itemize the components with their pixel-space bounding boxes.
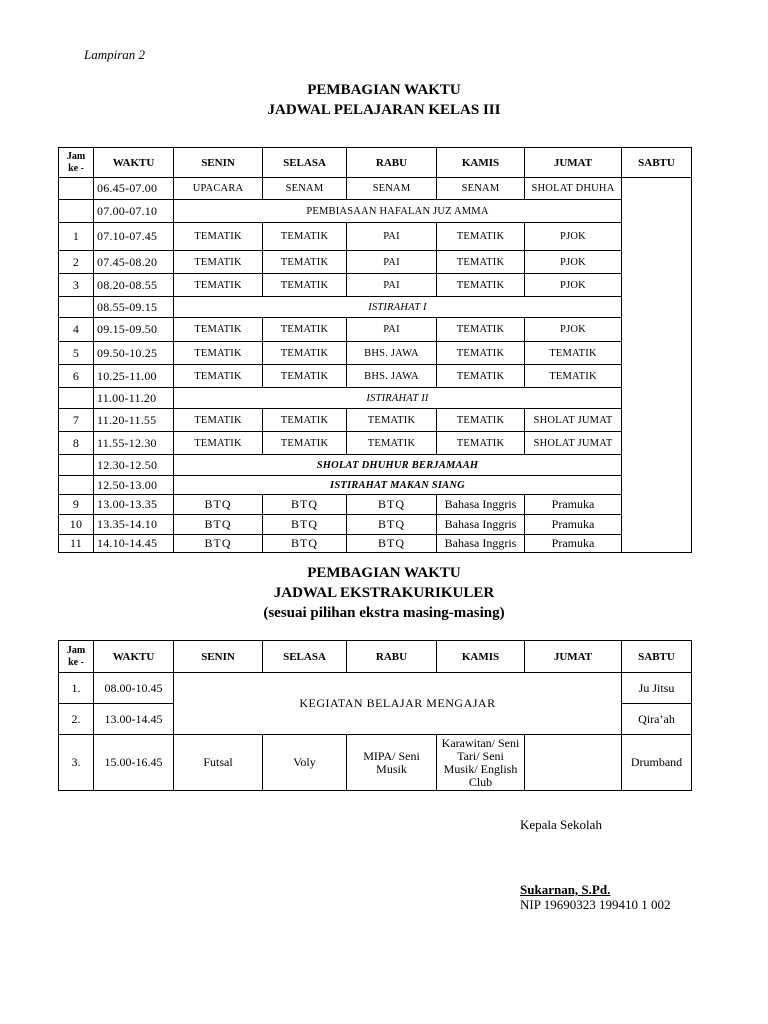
cell-kamis: TEMATIK bbox=[437, 274, 525, 297]
cell-waktu: 08.00-10.45 bbox=[94, 673, 174, 704]
header-rabu: RABU bbox=[347, 148, 437, 178]
cell-selasa: SENAM bbox=[263, 178, 347, 200]
cell-no bbox=[59, 297, 94, 318]
cell-no bbox=[59, 455, 94, 476]
cell-rabu: BTQ bbox=[347, 495, 437, 515]
cell-no bbox=[59, 178, 94, 200]
cell-no: 1 bbox=[59, 223, 94, 251]
cell-kamis: Bahasa Inggris bbox=[437, 495, 525, 515]
cell-jumat: Pramuka bbox=[525, 495, 622, 515]
title2-line3: (sesuai pilihan ekstra masing-masing) bbox=[263, 605, 505, 621]
cell-jumat: PJOK bbox=[525, 251, 622, 274]
cell-jumat: SHOLAT JUMAT bbox=[525, 409, 622, 432]
cell-rabu: BHS. JAWA bbox=[347, 342, 437, 365]
signature-name: Sukarnan, S.Pd. bbox=[520, 882, 611, 897]
cell-waktu: 07.10-07.45 bbox=[94, 223, 174, 251]
cell-jumat: SHOLAT DHUHA bbox=[525, 178, 622, 200]
cell-waktu: 11.55-12.30 bbox=[94, 432, 174, 455]
table-row bbox=[59, 476, 692, 495]
cell-rabu: BTQ bbox=[347, 515, 437, 535]
cell-sabtu: Ju Jitsu bbox=[622, 673, 692, 704]
cell-selasa: TEMATIK bbox=[263, 274, 347, 297]
header-senin: SENIN bbox=[174, 148, 263, 178]
cell-selasa: Voly bbox=[263, 735, 347, 791]
cell-sabtu: Qira’ah bbox=[622, 704, 692, 735]
title2-line2: JADWAL EKSTRAKURIKULER bbox=[273, 585, 495, 601]
table-row bbox=[59, 223, 692, 251]
cell-rabu: PAI bbox=[347, 223, 437, 251]
cell-senin: BTQ bbox=[174, 535, 263, 553]
cell-waktu: 10.25-11.00 bbox=[94, 365, 174, 388]
cell-waktu: 08.20-08.55 bbox=[94, 274, 174, 297]
cell-kamis: TEMATIK bbox=[437, 365, 525, 388]
header-rabu: RABU bbox=[347, 641, 437, 673]
cell-no: 2 bbox=[59, 251, 94, 274]
cell-waktu: 13.35-14.10 bbox=[94, 515, 174, 535]
cell-waktu: 08.55-09.15 bbox=[94, 297, 174, 318]
cell-waktu: 14.10-14.45 bbox=[94, 535, 174, 553]
table-row bbox=[59, 455, 692, 476]
cell-selasa: TEMATIK bbox=[263, 251, 347, 274]
cell-kegiatan-belajar-mengajar: KEGIATAN BELAJAR MENGAJAR bbox=[174, 673, 622, 735]
table-row bbox=[59, 297, 692, 318]
header-jam: Jam ke - bbox=[59, 641, 94, 673]
table-header-row bbox=[59, 148, 692, 178]
header-kamis: KAMIS bbox=[437, 641, 525, 673]
cell-no: 11 bbox=[59, 535, 94, 553]
table-row bbox=[59, 535, 692, 553]
cell-senin: TEMATIK bbox=[174, 223, 263, 251]
cell-no: 10 bbox=[59, 515, 94, 535]
cell-selasa: BTQ bbox=[263, 495, 347, 515]
cell-sabtu: Drumband bbox=[622, 735, 692, 791]
cell-senin: TEMATIK bbox=[174, 365, 263, 388]
cell-kamis: TEMATIK bbox=[437, 223, 525, 251]
cell-selasa: TEMATIK bbox=[263, 432, 347, 455]
cell-jumat: PJOK bbox=[525, 274, 622, 297]
cell-senin: TEMATIK bbox=[174, 251, 263, 274]
header-selasa: SELASA bbox=[263, 641, 347, 673]
cell-span-istirahat-1: ISTIRAHAT I bbox=[174, 297, 622, 318]
table-row bbox=[59, 388, 692, 409]
cell-span-sholat-dhuhur: SHOLAT DHUHUR BERJAMAAH bbox=[174, 455, 622, 476]
cell-waktu: 11.00-11.20 bbox=[94, 388, 174, 409]
header-jumat: JUMAT bbox=[525, 641, 622, 673]
cell-senin: TEMATIK bbox=[174, 432, 263, 455]
cell-no: 6 bbox=[59, 365, 94, 388]
cell-no bbox=[59, 388, 94, 409]
cell-selasa: BTQ bbox=[263, 535, 347, 553]
cell-waktu: 15.00-16.45 bbox=[94, 735, 174, 791]
header-sabtu: SABTU bbox=[622, 641, 692, 673]
table-row bbox=[59, 409, 692, 432]
cell-span-istirahat-2: ISTIRAHAT II bbox=[174, 388, 622, 409]
table-row bbox=[59, 251, 692, 274]
cell-kamis: TEMATIK bbox=[437, 318, 525, 342]
cell-waktu: 09.50-10.25 bbox=[94, 342, 174, 365]
cell-span-hafalan: PEMBIASAAN HAFALAN JUZ AMMA bbox=[174, 200, 622, 223]
table-row bbox=[59, 274, 692, 297]
cell-rabu: BHS. JAWA bbox=[347, 365, 437, 388]
cell-no: 3 bbox=[59, 274, 94, 297]
cell-rabu: MIPA/ Seni Musik bbox=[347, 735, 437, 791]
cell-senin: TEMATIK bbox=[174, 342, 263, 365]
cell-rabu: SENAM bbox=[347, 178, 437, 200]
cell-jumat: PJOK bbox=[525, 223, 622, 251]
cell-jumat bbox=[525, 735, 622, 791]
cell-senin: TEMATIK bbox=[174, 409, 263, 432]
header-jumat: JUMAT bbox=[525, 148, 622, 178]
cell-span-makan-siang: ISTIRAHAT MAKAN SIANG bbox=[174, 476, 622, 495]
cell-no: 1. bbox=[59, 673, 94, 704]
title2-line1: PEMBAGIAN WAKTU bbox=[307, 565, 461, 581]
cell-selasa: TEMATIK bbox=[263, 223, 347, 251]
schedule-table-ekstrakurikuler bbox=[58, 640, 692, 791]
cell-waktu: 13.00-14.45 bbox=[94, 704, 174, 735]
title1-line2: JADWAL PELAJARAN KELAS III bbox=[267, 102, 501, 118]
cell-kamis: SENAM bbox=[437, 178, 525, 200]
table-row bbox=[59, 735, 692, 791]
header-sabtu: SABTU bbox=[622, 148, 692, 178]
cell-waktu: 07.45-08.20 bbox=[94, 251, 174, 274]
header-kamis: KAMIS bbox=[437, 148, 525, 178]
cell-waktu: 09.15-09.50 bbox=[94, 318, 174, 342]
cell-waktu: 13.00-13.35 bbox=[94, 495, 174, 515]
cell-jumat: SHOLAT JUMAT bbox=[525, 432, 622, 455]
cell-waktu: 12.30-12.50 bbox=[94, 455, 174, 476]
cell-waktu: 06.45-07.00 bbox=[94, 178, 174, 200]
cell-rabu: PAI bbox=[347, 318, 437, 342]
table-row bbox=[59, 673, 692, 704]
cell-waktu: 12.50-13.00 bbox=[94, 476, 174, 495]
cell-selasa: TEMATIK bbox=[263, 342, 347, 365]
header-jam: Jam ke - bbox=[59, 148, 94, 178]
cell-waktu: 07.00-07.10 bbox=[94, 200, 174, 223]
cell-waktu: 11.20-11.55 bbox=[94, 409, 174, 432]
table-row bbox=[59, 495, 692, 515]
cell-kamis: TEMATIK bbox=[437, 409, 525, 432]
header-senin: SENIN bbox=[174, 641, 263, 673]
cell-no: 4 bbox=[59, 318, 94, 342]
table-row bbox=[59, 342, 692, 365]
cell-senin: TEMATIK bbox=[174, 274, 263, 297]
schedule-table-kelas-iii bbox=[58, 147, 692, 553]
cell-rabu: TEMATIK bbox=[347, 432, 437, 455]
cell-no bbox=[59, 200, 94, 223]
cell-selasa: TEMATIK bbox=[263, 318, 347, 342]
cell-senin: Futsal bbox=[174, 735, 263, 791]
cell-selasa: TEMATIK bbox=[263, 409, 347, 432]
table-header-row bbox=[59, 641, 692, 673]
header-selasa: SELASA bbox=[263, 148, 347, 178]
cell-no: 3. bbox=[59, 735, 94, 791]
table-row bbox=[59, 200, 692, 223]
header-waktu: WAKTU bbox=[94, 641, 174, 673]
cell-rabu: BTQ bbox=[347, 535, 437, 553]
cell-kamis: TEMATIK bbox=[437, 251, 525, 274]
table-row bbox=[59, 515, 692, 535]
signature-nip: NIP 19690323 199410 1 002 bbox=[520, 897, 671, 912]
cell-no: 7 bbox=[59, 409, 94, 432]
cell-jumat: PJOK bbox=[525, 318, 622, 342]
cell-sabtu-empty bbox=[622, 178, 692, 553]
table-row bbox=[59, 432, 692, 455]
cell-kamis: Karawitan/ Seni Tari/ Seni Musik/ English Club bbox=[437, 735, 525, 791]
header-waktu: WAKTU bbox=[94, 148, 174, 178]
cell-kamis: Bahasa Inggris bbox=[437, 515, 525, 535]
table-row bbox=[59, 318, 692, 342]
cell-senin: TEMATIK bbox=[174, 318, 263, 342]
cell-kamis: TEMATIK bbox=[437, 432, 525, 455]
cell-rabu: PAI bbox=[347, 274, 437, 297]
cell-senin: BTQ bbox=[174, 515, 263, 535]
cell-jumat: Pramuka bbox=[525, 515, 622, 535]
table-row bbox=[59, 365, 692, 388]
cell-no: 5 bbox=[59, 342, 94, 365]
cell-no: 2. bbox=[59, 704, 94, 735]
cell-no bbox=[59, 476, 94, 495]
cell-jumat: Pramuka bbox=[525, 535, 622, 553]
cell-kamis: Bahasa Inggris bbox=[437, 535, 525, 553]
cell-rabu: TEMATIK bbox=[347, 409, 437, 432]
cell-selasa: BTQ bbox=[263, 515, 347, 535]
cell-no: 8 bbox=[59, 432, 94, 455]
cell-no: 9 bbox=[59, 495, 94, 515]
cell-senin: UPACARA bbox=[174, 178, 263, 200]
cell-kamis: TEMATIK bbox=[437, 342, 525, 365]
cell-senin: BTQ bbox=[174, 495, 263, 515]
cell-jumat: TEMATIK bbox=[525, 365, 622, 388]
lampiran-label: Lampiran 2 bbox=[84, 47, 146, 62]
cell-selasa: TEMATIK bbox=[263, 365, 347, 388]
cell-jumat: TEMATIK bbox=[525, 342, 622, 365]
signature-title: Kepala Sekolah bbox=[520, 817, 602, 832]
table-row bbox=[59, 178, 692, 200]
title1-line1: PEMBAGIAN WAKTU bbox=[307, 82, 461, 98]
cell-rabu: PAI bbox=[347, 251, 437, 274]
